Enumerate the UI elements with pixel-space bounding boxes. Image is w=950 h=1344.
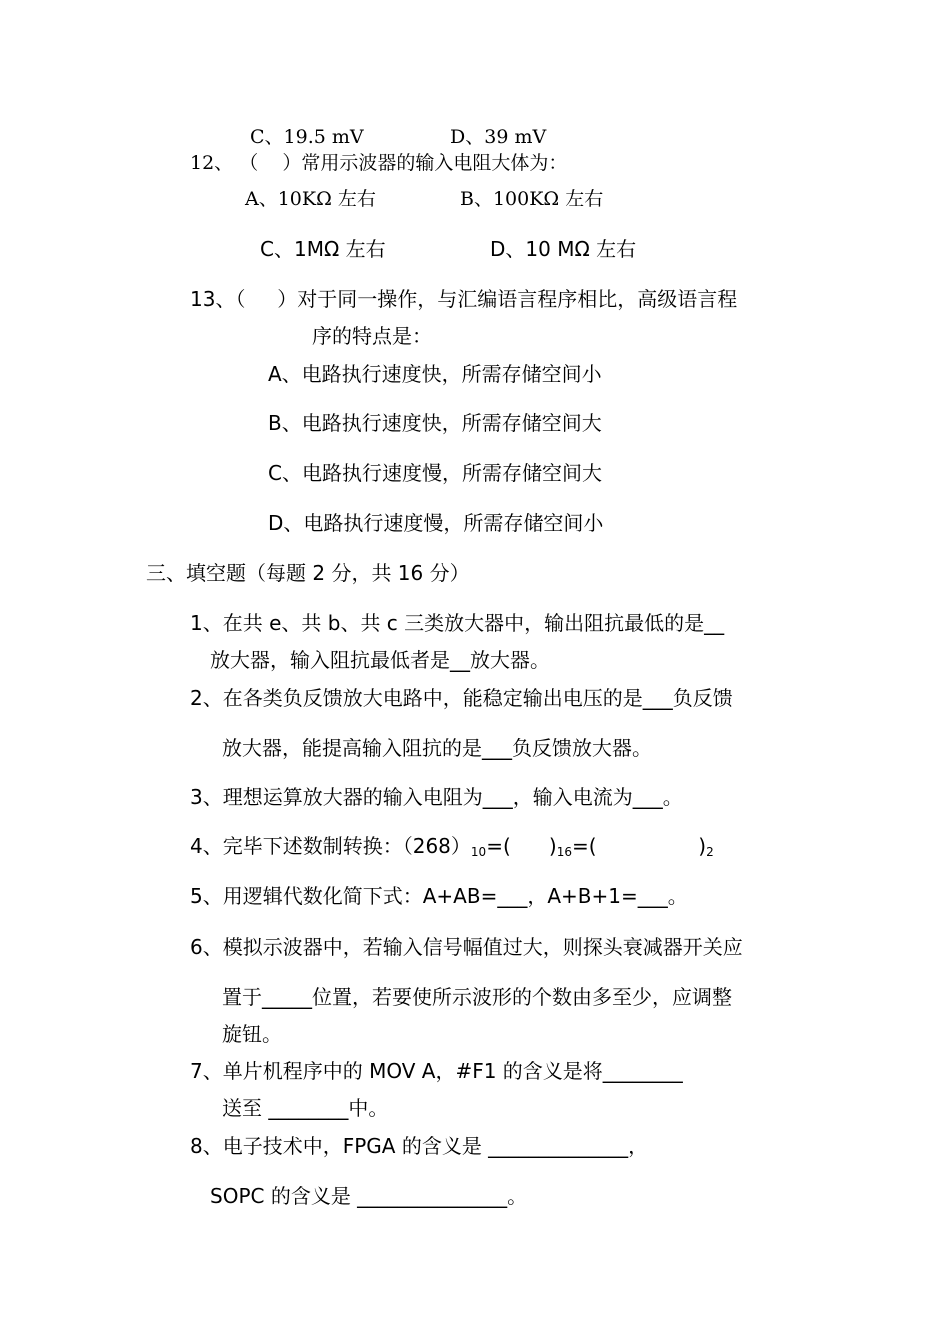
question-13-option-a: A、电路执行速度快，所需存储空间小 bbox=[268, 362, 602, 386]
fill-4-sub-2: 2 bbox=[706, 845, 714, 859]
fill-4-sub-10: 10 bbox=[470, 845, 487, 859]
fill-7-line2: 送至 ________中。 bbox=[222, 1096, 389, 1120]
question-13-option-c: C、电路执行速度慢，所需存储空间大 bbox=[268, 461, 602, 485]
fill-2-line1: 2、在各类负反馈放大电路中，能稳定输出电压的是___负反馈 bbox=[190, 686, 733, 710]
question-12-option-d: D、10 MΩ 左右 bbox=[490, 237, 637, 261]
fill-8-line2: SOPC 的含义是 _______________。 bbox=[210, 1184, 528, 1208]
fill-4-part-b: =( ) bbox=[486, 834, 557, 858]
option-c-prev: C、19.5 mV bbox=[250, 126, 364, 148]
fill-6-line2: 置于_____位置，若要使所示波形的个数由多至少，应调整 bbox=[222, 985, 732, 1009]
section-3-heading: 三、填空题（每题 2 分，共 16 分） bbox=[146, 561, 470, 585]
fill-6-line3: 旋钮。 bbox=[222, 1022, 282, 1046]
option-d-prev: D、39 mV bbox=[450, 126, 547, 148]
fill-4-part-a: 4、完毕下述数制转换：（268） bbox=[190, 834, 471, 858]
fill-7-line1: 7、单片机程序中的 MOV A，#F1 的含义是将________ bbox=[190, 1059, 683, 1083]
fill-6-line1: 6、模拟示波器中，若输入信号幅值过大，则探头衰减器开关应 bbox=[190, 935, 743, 959]
fill-2-line2: 放大器，能提高输入阻抗的是___负反馈放大器。 bbox=[222, 736, 652, 760]
question-12-option-a: A、10KΩ 左右 bbox=[245, 188, 376, 210]
fill-8-line1: 8、电子技术中，FPGA 的含义是 ______________， bbox=[190, 1134, 649, 1158]
question-12-option-b: B、100KΩ 左右 bbox=[460, 188, 604, 210]
question-13-stem-line2: 序的特点是： bbox=[312, 324, 432, 348]
fill-4-part-c: =( ) bbox=[571, 834, 707, 858]
question-12-option-c: C、1MΩ 左右 bbox=[260, 237, 386, 261]
fill-3: 3、理想运算放大器的输入电阻为___，输入电流为___。 bbox=[190, 785, 683, 809]
fill-4 bbox=[190, 833, 714, 865]
fill-1-line2: 放大器，输入阻抗最低者是__放大器。 bbox=[210, 648, 550, 672]
fill-5: 5、用逻辑代数化简下式：A+AB=___，A+B+1=___。 bbox=[190, 884, 688, 908]
fill-4-sub-16: 16 bbox=[556, 845, 572, 859]
question-13-stem-line1: 13、（ ）对于同一操作，与汇编语言程序相比，高级语言程 bbox=[190, 287, 738, 311]
fill-1-line1: 1、在共 e、共 b、共 c 三类放大器中，输出阻抗最低的是__ bbox=[190, 611, 725, 635]
question-12-stem: 12、 （ ）常用示波器的输入电阻大体为： bbox=[190, 152, 568, 174]
question-13-option-b: B、电路执行速度快，所需存储空间大 bbox=[268, 411, 602, 435]
question-13-option-d: D、电路执行速度慢，所需存储空间小 bbox=[268, 511, 604, 535]
